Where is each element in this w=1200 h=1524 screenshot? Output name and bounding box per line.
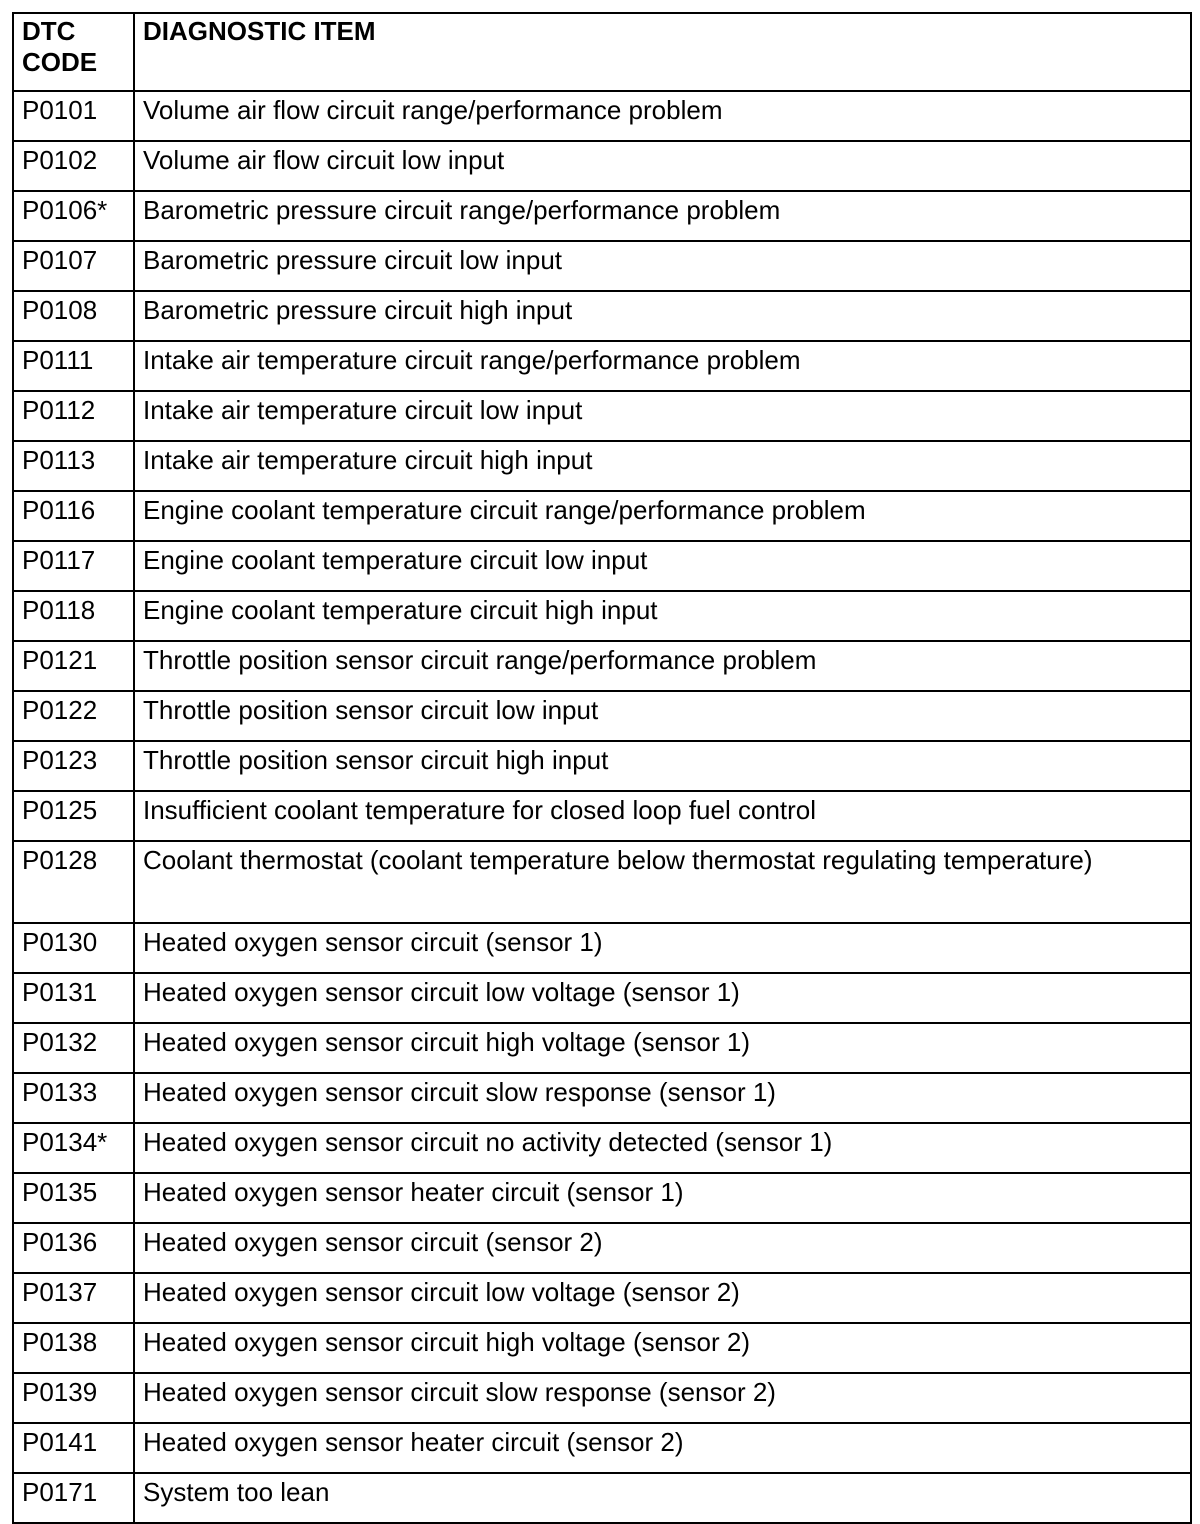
dtc-document (12, 12, 1190, 1524)
dtc-code-cell: P0171 (13, 1473, 134, 1523)
dtc-code-cell: P0122 (13, 691, 134, 741)
diagnostic-item-cell: Heated oxygen sensor circuit slow response (sensor 2) (134, 1373, 1191, 1423)
table-row (13, 291, 1191, 341)
dtc-code-cell: P0108 (13, 291, 134, 341)
diagnostic-item-cell: Heated oxygen sensor circuit high voltage (sensor 1) (134, 1023, 1191, 1073)
table-row (13, 441, 1191, 491)
dtc-code-cell: P0102 (13, 141, 134, 191)
dtc-code-cell: P0137 (13, 1273, 134, 1323)
table-row (13, 491, 1191, 541)
table-row (13, 241, 1191, 291)
diagnostic-item-cell: Barometric pressure circuit range/performance problem (134, 191, 1191, 241)
diagnostic-item-cell: Engine coolant temperature circuit high input (134, 591, 1191, 641)
dtc-code-cell: P0136 (13, 1223, 134, 1273)
table-row (13, 341, 1191, 391)
diagnostic-item-cell: Barometric pressure circuit high input (134, 291, 1191, 341)
diagnostic-item-cell: Throttle position sensor circuit high input (134, 741, 1191, 791)
dtc-code-cell: P0106* (13, 191, 134, 241)
table-row (13, 1473, 1191, 1523)
dtc-table (12, 12, 1192, 1524)
dtc-code-cell: P0130 (13, 923, 134, 973)
header-diagnostic-item: DIAGNOSTIC ITEM (134, 13, 1191, 91)
table-row (13, 1073, 1191, 1123)
diagnostic-item-cell: Engine coolant temperature circuit low input (134, 541, 1191, 591)
table-row (13, 541, 1191, 591)
table-row (13, 923, 1191, 973)
dtc-code-cell: P0133 (13, 1073, 134, 1123)
table-row (13, 91, 1191, 141)
table-row (13, 741, 1191, 791)
diagnostic-item-cell: Insufficient coolant temperature for closed loop fuel control (134, 791, 1191, 841)
dtc-code-cell: P0101 (13, 91, 134, 141)
diagnostic-item-cell: Volume air flow circuit low input (134, 141, 1191, 191)
dtc-code-cell: P0138 (13, 1323, 134, 1373)
dtc-code-cell: P0141 (13, 1423, 134, 1473)
table-row (13, 1273, 1191, 1323)
table-row (13, 391, 1191, 441)
dtc-code-cell: P0139 (13, 1373, 134, 1423)
table-row (13, 1323, 1191, 1373)
dtc-code-cell: P0128 (13, 841, 134, 923)
diagnostic-item-cell: Throttle position sensor circuit range/performance problem (134, 641, 1191, 691)
diagnostic-item-cell: Intake air temperature circuit high input (134, 441, 1191, 491)
dtc-code-cell: P0117 (13, 541, 134, 591)
diagnostic-item-cell: Engine coolant temperature circuit range/performance problem (134, 491, 1191, 541)
dtc-code-cell: P0135 (13, 1173, 134, 1223)
diagnostic-item-cell: Heated oxygen sensor circuit (sensor 1) (134, 923, 1191, 973)
table-row (13, 641, 1191, 691)
diagnostic-item-cell: Heated oxygen sensor circuit no activity detected (sensor 1) (134, 1123, 1191, 1173)
diagnostic-item-cell: Volume air flow circuit range/performance problem (134, 91, 1191, 141)
dtc-code-cell: P0134* (13, 1123, 134, 1173)
dtc-code-cell: P0125 (13, 791, 134, 841)
dtc-code-cell: P0112 (13, 391, 134, 441)
dtc-code-cell: P0131 (13, 973, 134, 1023)
dtc-code-cell: P0132 (13, 1023, 134, 1073)
dtc-code-cell: P0113 (13, 441, 134, 491)
dtc-code-cell: P0118 (13, 591, 134, 641)
diagnostic-item-cell: Heated oxygen sensor circuit (sensor 2) (134, 1223, 1191, 1273)
diagnostic-item-cell: Heated oxygen sensor circuit slow response (sensor 1) (134, 1073, 1191, 1123)
dtc-code-cell: P0123 (13, 741, 134, 791)
table-row (13, 1423, 1191, 1473)
table-row (13, 1223, 1191, 1273)
table-row (13, 1173, 1191, 1223)
dtc-code-cell: P0111 (13, 341, 134, 391)
table-row (13, 691, 1191, 741)
diagnostic-item-cell: Intake air temperature circuit low input (134, 391, 1191, 441)
dtc-code-cell: P0116 (13, 491, 134, 541)
diagnostic-item-cell: Heated oxygen sensor circuit high voltage (sensor 2) (134, 1323, 1191, 1373)
diagnostic-item-cell: Heated oxygen sensor heater circuit (sensor 2) (134, 1423, 1191, 1473)
diagnostic-item-cell: Heated oxygen sensor heater circuit (sensor 1) (134, 1173, 1191, 1223)
diagnostic-item-cell: Heated oxygen sensor circuit low voltage (sensor 2) (134, 1273, 1191, 1323)
header-dtc-code: DTC CODE (13, 13, 134, 91)
diagnostic-item-cell: System too lean (134, 1473, 1191, 1523)
table-row (13, 791, 1191, 841)
table-row (13, 841, 1191, 923)
diagnostic-item-cell: Barometric pressure circuit low input (134, 241, 1191, 291)
table-header-row (13, 13, 1191, 91)
table-row (13, 141, 1191, 191)
table-row (13, 1373, 1191, 1423)
table-row (13, 1023, 1191, 1073)
diagnostic-item-cell: Heated oxygen sensor circuit low voltage (sensor 1) (134, 973, 1191, 1023)
table-row (13, 1123, 1191, 1173)
table-row (13, 591, 1191, 641)
dtc-code-cell: P0107 (13, 241, 134, 291)
dtc-code-cell: P0121 (13, 641, 134, 691)
diagnostic-item-cell: Throttle position sensor circuit low input (134, 691, 1191, 741)
table-row (13, 191, 1191, 241)
diagnostic-item-cell: Coolant thermostat (coolant temperature below thermostat regulating temperature) (134, 841, 1191, 923)
diagnostic-item-cell: Intake air temperature circuit range/performance problem (134, 341, 1191, 391)
table-row (13, 973, 1191, 1023)
